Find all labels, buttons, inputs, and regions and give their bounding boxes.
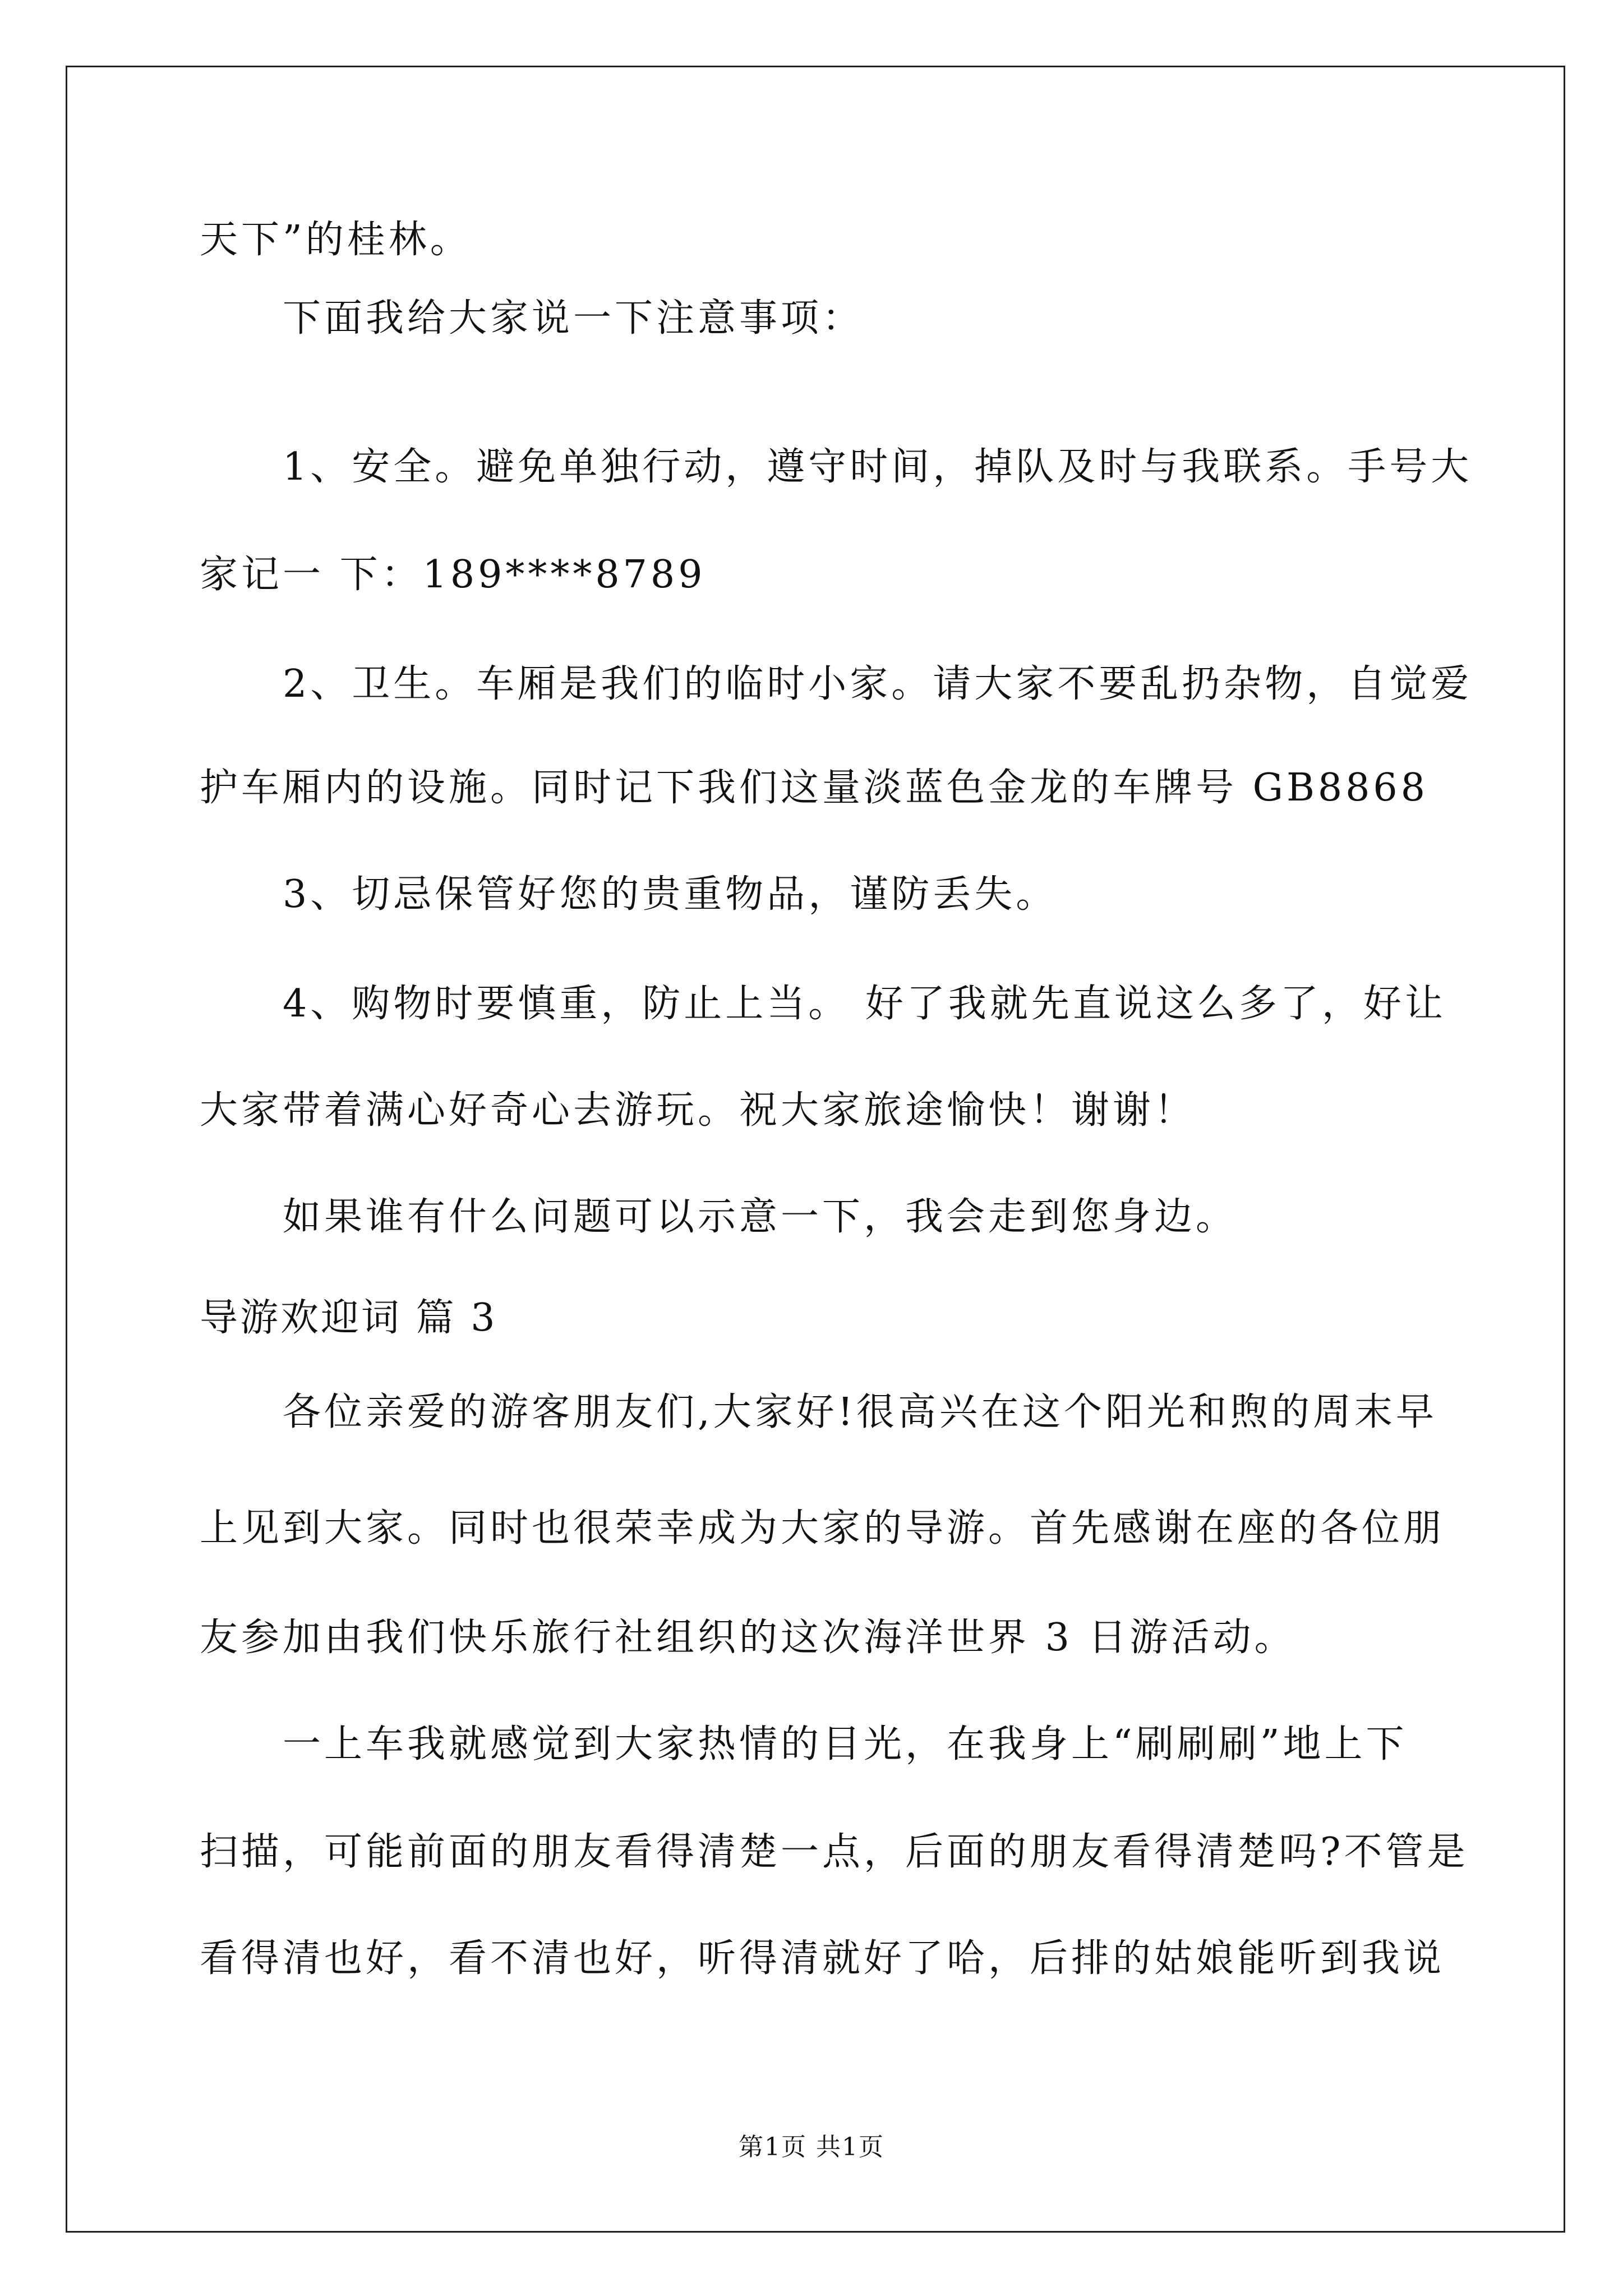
text-line: 3、切忌保管好您的贵重物品，谨防丢失。 <box>283 872 1058 917</box>
text-line: 如果谁有什么问题可以示意一下，我会走到您身边。 <box>283 1195 1238 1239</box>
page-border <box>66 66 1565 2233</box>
text-line: 扫描，可能前面的朋友看得清楚一点，后面的朋友看得清楚吗?不管是 <box>200 1830 1469 1874</box>
text-line: 家记一 下：189****8789 <box>200 553 706 597</box>
page-footer: 第1页 共1页 <box>739 2133 884 2161</box>
text-line: 友参加由我们快乐旅行社组织的这次海洋世界 3 日游活动。 <box>200 1616 1296 1660</box>
text-line: 大家带着满心好奇心去游玩。祝大家旅途愉快！谢谢！ <box>200 1088 1196 1133</box>
text-line: 看得清也好，看不清也好，听得清就好了哈，后排的姑娘能听到我说 <box>200 1936 1445 1981</box>
text-line: 下面我给大家说一下注意事项： <box>283 296 864 341</box>
text-line: 上见到大家。同时也很荣幸成为大家的导游。首先感谢在座的各位朋 <box>200 1506 1445 1550</box>
text-line: 4、购物时要慎重，防止上当。 好了我就先直说这么多了，好让 <box>283 982 1446 1026</box>
text-line: 各位亲爱的游客朋友们,大家好!很高兴在这个阳光和煦的周末早 <box>283 1390 1437 1434</box>
text-line: 天下”的桂林。 <box>200 218 472 262</box>
text-line: 护车厢内的设施。同时记下我们这量淡蓝色金龙的车牌号 GB8868 <box>200 766 1428 810</box>
text-line: 一上车我就感觉到大家热情的目光，在我身上“刷刷刷”地上下 <box>283 1722 1408 1766</box>
text-line: 1、安全。避免单独行动，遵守时间，掉队及时与我联系。手号大 <box>283 445 1473 489</box>
section-heading: 导游欢迎词 篇 3 <box>200 1296 497 1340</box>
text-line: 2、卫生。车厢是我们的临时小家。请大家不要乱扔杂物，自觉爱 <box>283 662 1473 706</box>
